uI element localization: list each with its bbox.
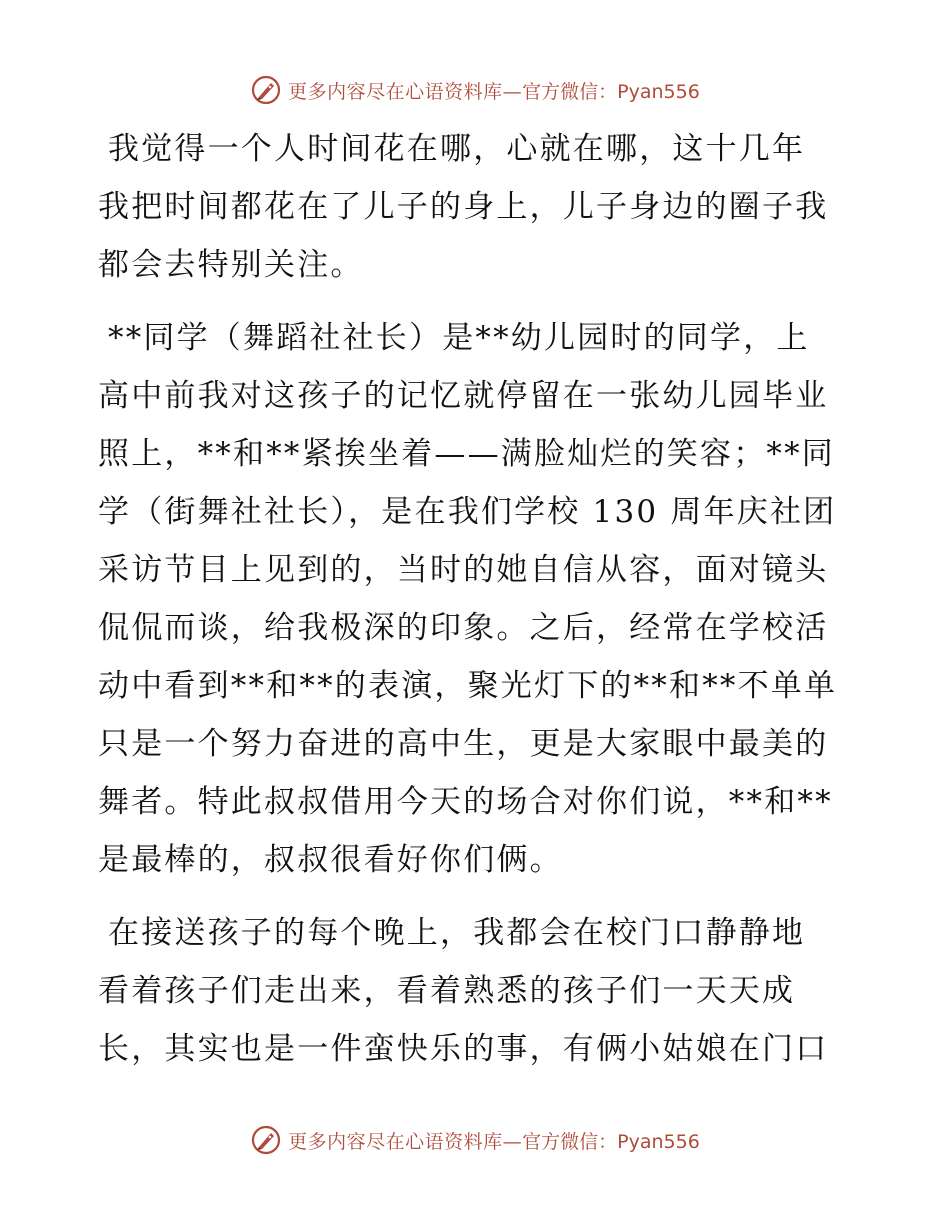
text-line: 学（街舞社社长），是在我们学校 130 周年庆社团 xyxy=(98,494,837,530)
footer-banner-title: 更多内容尽在心语资料库— xyxy=(288,1130,523,1153)
pen-nib-logo-icon xyxy=(250,1124,282,1156)
document-body xyxy=(98,120,850,1078)
header-banner xyxy=(0,70,950,110)
text-line: 都会去特别关注。 xyxy=(98,247,364,283)
footer-banner-wechat: 官方微信：Pyan556 xyxy=(522,1130,700,1153)
text-line: 看着孩子们走出来，看着熟悉的孩子们一天天成 xyxy=(98,973,796,1009)
text-line: 侃侃而谈，给我极深的印象。之后，经常在学校活 xyxy=(98,610,829,646)
footer-banner xyxy=(0,1120,950,1160)
text-line: 长，其实也是一件蛮快乐的事，有俩小姑娘在门口 xyxy=(98,1031,829,1067)
text-line: 动中看到**和**的表演，聚光灯下的**和**不单单 xyxy=(98,668,838,704)
text-line: **同学（舞蹈社社长）是**幼儿园时的同学，上 xyxy=(108,320,810,356)
text-line: 是最棒的，叔叔很看好你们俩。 xyxy=(98,842,563,878)
text-line: 我觉得一个人时间花在哪，心就在哪，这十几年 xyxy=(108,131,806,167)
text-line: 在接送孩子的每个晚上，我都会在校门口静静地 xyxy=(108,915,806,951)
paragraph-1 xyxy=(98,120,850,294)
text-line: 照上，**和**紧挨坐着——满脸灿烂的笑容；**同 xyxy=(98,436,835,472)
text-line: 舞者。特此叔叔借用今天的场合对你们说，**和** xyxy=(98,784,833,820)
pen-nib-logo-icon xyxy=(250,74,282,106)
text-line: 只是一个努力奋进的高中生，更是大家眼中最美的 xyxy=(98,726,829,762)
header-banner-wechat: 官方微信：Pyan556 xyxy=(522,80,700,103)
text-line: 高中前我对这孩子的记忆就停留在一张幼儿园毕业 xyxy=(98,378,829,414)
text-line: 我把时间都花在了儿子的身上，儿子身边的圈子我 xyxy=(98,189,829,225)
text-line: 采访节目上见到的，当时的她自信从容，面对镜头 xyxy=(98,552,829,588)
paragraph-2 xyxy=(98,309,850,889)
header-banner-title: 更多内容尽在心语资料库— xyxy=(288,80,523,103)
paragraph-3 xyxy=(98,904,850,1078)
